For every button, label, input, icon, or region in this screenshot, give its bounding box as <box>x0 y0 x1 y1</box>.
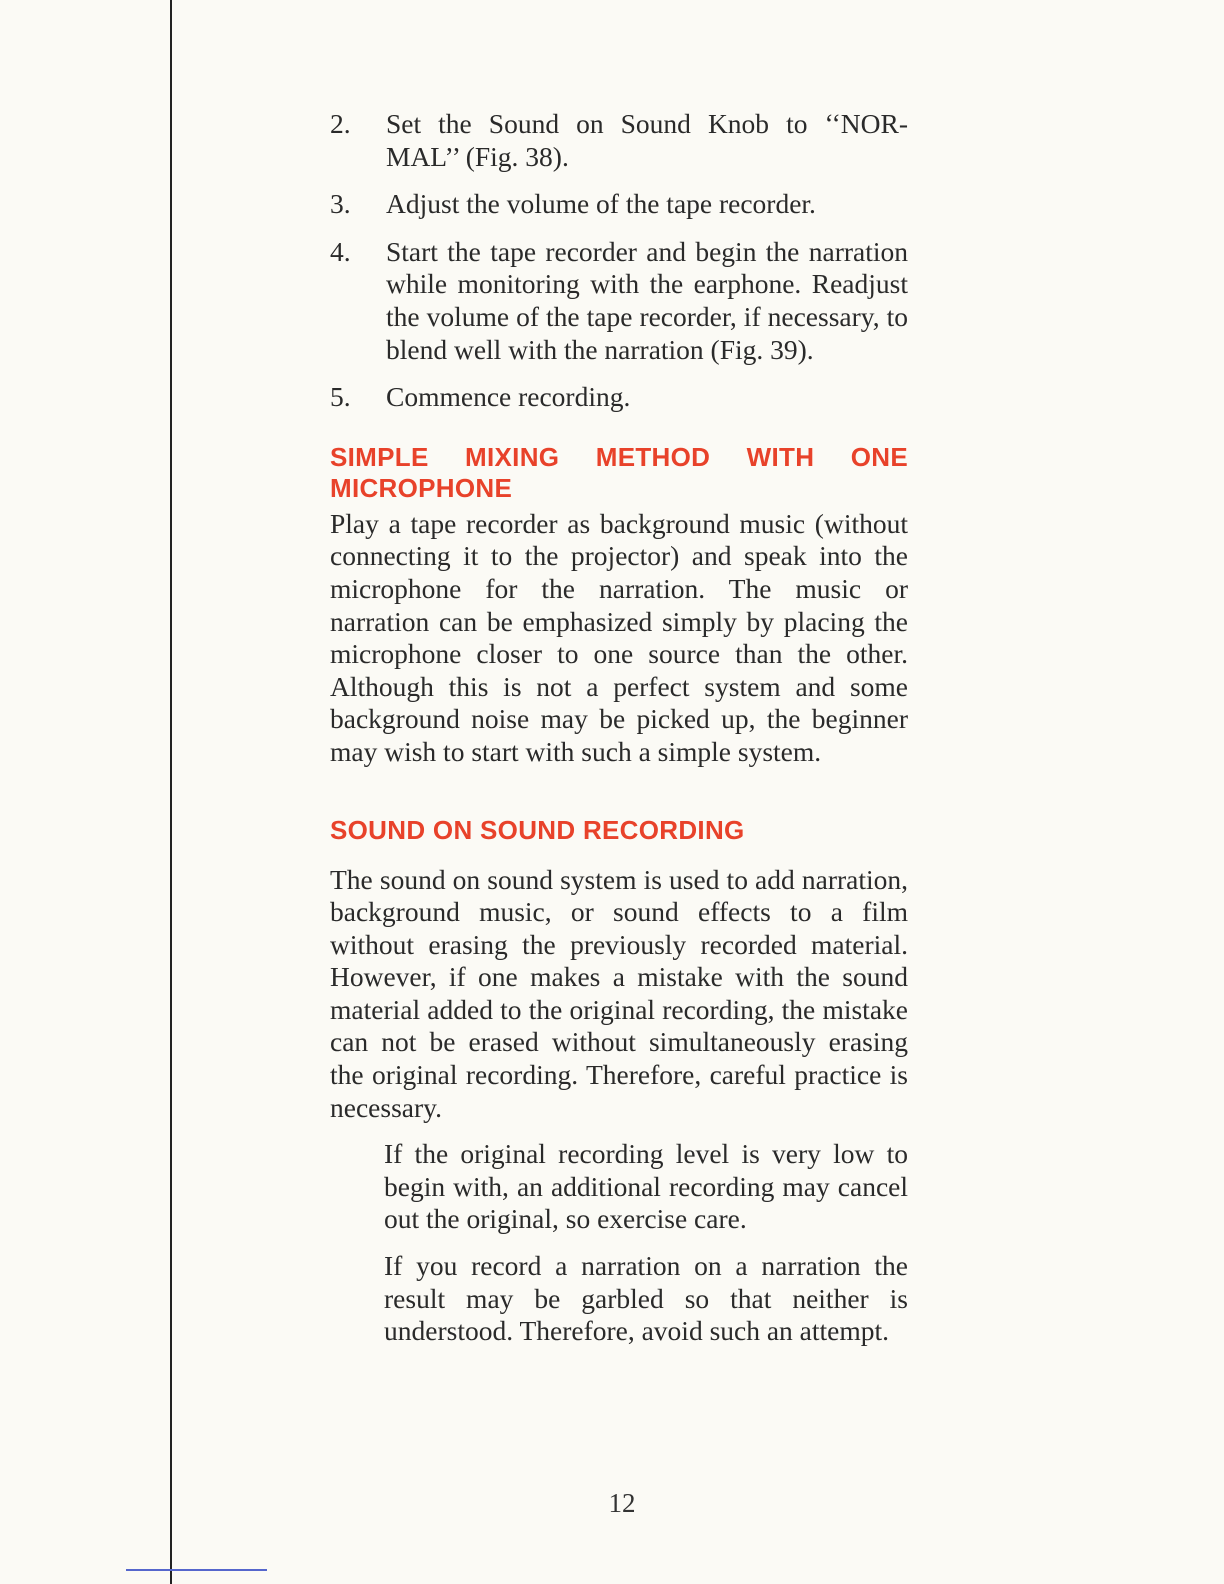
list-item-number: 3. <box>330 188 351 220</box>
list-item-text: Start the tape recorder and begin the narration while monitoring with the earphone. Readjust the volume of the tape recorder, if necessary, to blend well with the narration (Fig. 39). <box>386 235 908 365</box>
list-item-text: Adjust the volume of the tape recorder. <box>386 188 816 220</box>
list-item-number: 4. <box>330 235 351 267</box>
note-narration-on-narration: If you record a narration on a narration the result may be garbled so that neither is understood. Therefore, avoid such an attempt. <box>384 1250 908 1347</box>
section-heading-simple-mixing: SIMPLE MIXING METHOD WITH ONE MICROPHONE <box>330 441 908 503</box>
list-item <box>330 381 908 414</box>
section-paragraph-simple-mixing: Play a tape recorder as background music (without connecting it to the projector) and speak into the microphone for the narration. The music or narration can be emphasized simply by placing the microphone closer to one source than the other. Although this is not a perfect system and some background noise may be picked up, the beginner may wish to start with such a simple system. <box>330 507 908 767</box>
section-paragraph-sound-on-sound: The sound on sound system is used to add narration, background music, or sound effects to a film without erasing the previously recorded material. However, if one makes a mistake with the sound material added to the original recording, the mistake can not be erased without simultaneously erasing the original recording. Therefore, careful practice is necessary. <box>330 863 908 1123</box>
binding-rule <box>170 0 172 1584</box>
list-item <box>330 236 908 366</box>
list-item <box>330 108 908 173</box>
list-item-number: 2. <box>330 108 351 139</box>
text-column <box>330 108 908 1348</box>
list-item-text: Commence recording. <box>386 381 631 413</box>
list-item-number: 5. <box>330 381 351 413</box>
section-heading-sound-on-sound: SOUND ON SOUND RECORDING <box>330 814 745 845</box>
note-low-recording-level: If the original recording level is very low to begin with, an additional recording may cancel out the original, so exercise care. <box>384 1138 908 1235</box>
page-number: 12 <box>608 1488 636 1518</box>
bottom-rule <box>126 1569 267 1571</box>
list-item <box>330 188 908 221</box>
numbered-list <box>330 108 908 414</box>
list-item-text: Set the Sound on Sound Knob to ‘‘NOR-MAL’’ (Fig. 38). <box>386 108 908 172</box>
